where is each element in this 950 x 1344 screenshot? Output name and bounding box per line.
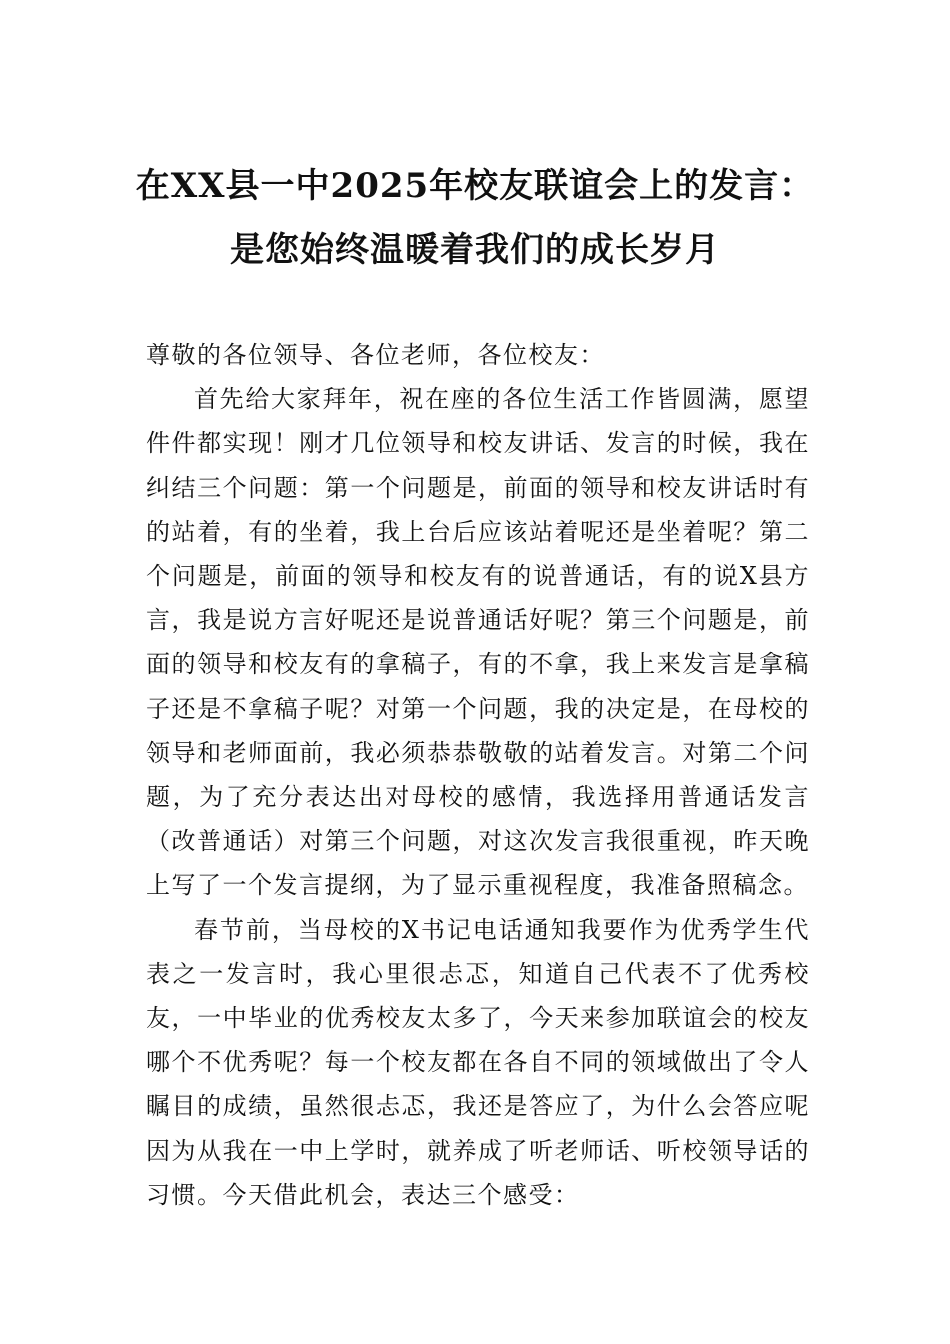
paragraph-2: 春节前，当母校的X书记电话通知我要作为优秀学生代表之一发言时，我心里很忐忑，知道自己代表不了优秀校友，一中毕业的优秀校友太多了，今天来参加联谊会的校友哪个不优秀呢？每一个校友都在各自不同的领域做出了令人瞩目的成绩，虽然很忐忑，我还是答应了，为什么会答应呢因为从我在一中上学时，就养成了听老师话、听校领导话的习惯。今天借此机会，表达三个感受： (146, 915, 810, 1209)
document-title-line-1: 在XX县一中2025年校友联谊会上的发言： (135, 166, 815, 206)
document-title-line-2: 是您始终温暖着我们的成长岁月 (230, 230, 720, 270)
paragraph-1: 首先给大家拜年，祝在座的各位生活工作皆圆满，愿望件件都实现！刚才几位领导和校友讲话、发言的时候，我在纠结三个问题：第一个问题是，前面的领导和校友讲话时有的站着，有的坐着，我上台后应该站着呢还是坐着呢？第二个问题是，前面的领导和校友有的说普通话，有的说X县方言，我是说方言好呢还是说普通话好呢？第三个问题是，前面的领导和校友有的拿稿子，有的不拿，我上来发言是拿稿子还是不拿稿子呢？对第一个问题，我的决定是，在母校的领导和老师面前，我必须恭恭敬敬的站着发言。对第二个问题，为了充分表达出对母校的感情，我选择用普通话发言（改普通话）对第三个问题，对这次发言我很重视，昨天晚上写了一个发言提纲，为了显示重视程度，我准备照稿念。 (146, 385, 810, 900)
salutation: 尊敬的各位领导、各位老师，各位校友： (146, 341, 605, 369)
document-body (146, 333, 810, 1217)
